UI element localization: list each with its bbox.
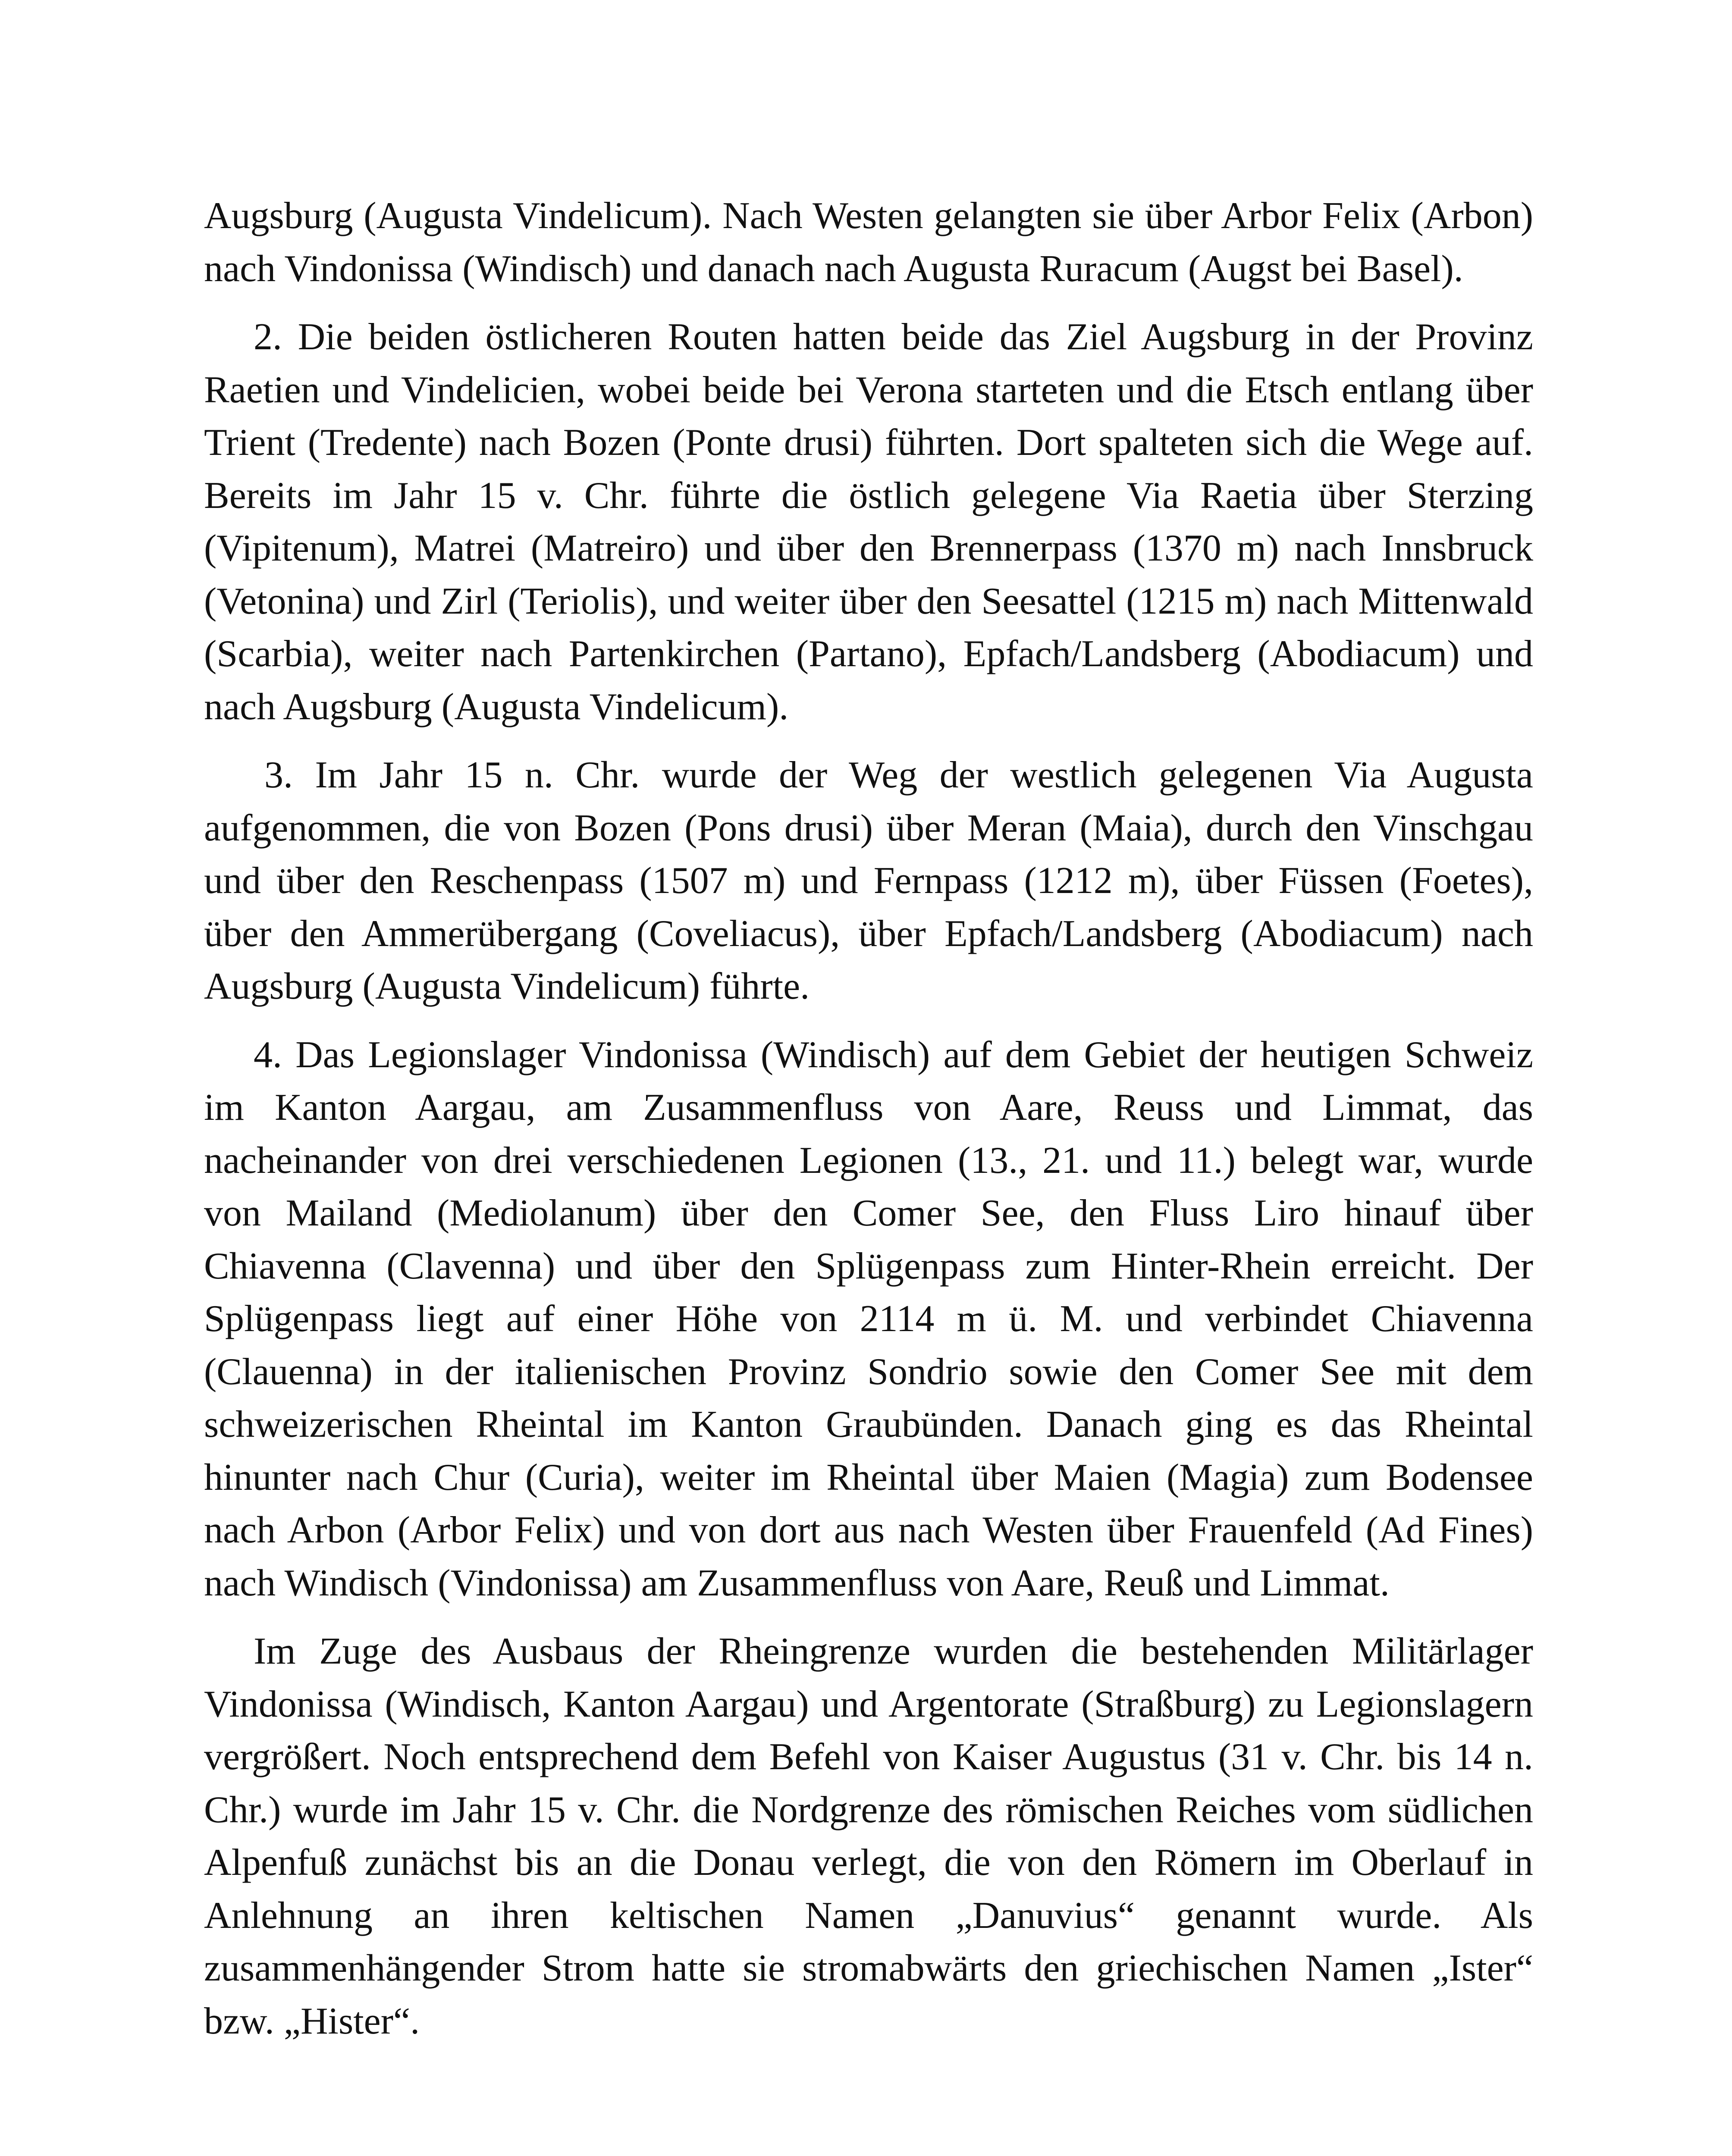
paragraph-route-3: 3. Im Jahr 15 n. Chr. wurde der Weg der westlich gelegenen Via Augusta aufgenommen, die von Bozen (Pons drusi) über Meran (Maia), durch den Vinschgau und über den Reschenpass (1507 m) und Fernpass (1212 m), über Füssen (Foetes), über den Ammerübergang (Coveliacus), über Epfach/Landsberg (Abodiacum) nach Augsburg (Augusta Vindelicum) führte.	[204, 754, 1533, 1007]
paragraph-route-2: 2. Die beiden östlicheren Routen hatten beide das Ziel Augsburg in der Provinz Raetien und Vindelicien, wobei beide bei Verona starteten und die Etsch entlang über Trient (Tredente) nach Bozen (Ponte drusi) führten. Dort spalteten sich die Wege auf. Bereits im Jahr 15 v. Chr. führte die östlich gelegene Via Raetia über Sterzing (Vipitenum), Matrei (Matreiro) und über den Brennerpass (1370 m) nach Innsbruck (Vetonina) und Zirl (Teriolis), und weiter über den Seesattel (1215 m) nach Mittenwald (Scarbia), weiter nach Partenkirchen (Partano), Epfach/Landsberg (Abodiacum) und nach Augsburg (Augusta Vindelicum).	[204, 316, 1533, 728]
paragraph-route-4: 4. Das Legionslager Vindonissa (Windisch) auf dem Gebiet der heutigen Schweiz im Kanton Aargau, am Zusammenfluss von Aare, Reuss und Limmat, das nacheinander von drei verschiedenen Legionen (13., 21. und 11.) belegt war, wurde von Mailand (Mediolanum) über den Comer See, den Fluss Liro hinauf über Chiavenna (Clavenna) und über den Splügenpass zum Hinter-Rhein erreicht. Der Splügenpass liegt auf einer Höhe von 2114 m ü. M. und verbindet Chiavenna (Clauenna) in der italienischen Provinz Sondrio sowie den Comer See mit dem schweizerischen Rheintal im Kanton Graubünden. Danach ging es das Rheintal hinunter nach Chur (Curia), weiter im Rheintal über Maien (Magia) zum Bodensee nach Arbon (Arbor Felix) und von dort aus nach Westen über Frauenfeld (Ad Fines) nach Windisch (Vindonissa) am Zusammenfluss von Aare, Reuß und Limmat.	[204, 1034, 1533, 1604]
body-text	[204, 190, 1533, 2063]
paragraph-rheingrenze: Im Zuge des Ausbaus der Rheingrenze wurden die bestehenden Militärlager Vindonissa (Windisch, Kanton Aargau) und Argentorate (Straßburg) zu Legionslagern vergrößert. Noch entsprechend dem Befehl von Kaiser Augustus (31 v. Chr. bis 14 n. Chr.) wurde im Jahr 15 v. Chr. die Nordgrenze des römischen Reiches vom südlichen Alpenfuß zunächst bis an die Donau verlegt, die von den Römern im Oberlauf in Anlehnung an ihren keltischen Namen „Danuvius“ genannt wurde. Als zusammenhängender Strom hatte sie stromabwärts den griechischen Namen „Ister“ bzw. „Hister“.	[204, 1630, 1533, 2042]
paragraph-continuation: Augsburg (Augusta Vindelicum). Nach Westen gelangten sie über Arbor Felix (Arbon) nach Vindonissa (Windisch) und danach nach Augusta Ruracum (Augst bei Basel).	[204, 195, 1533, 290]
